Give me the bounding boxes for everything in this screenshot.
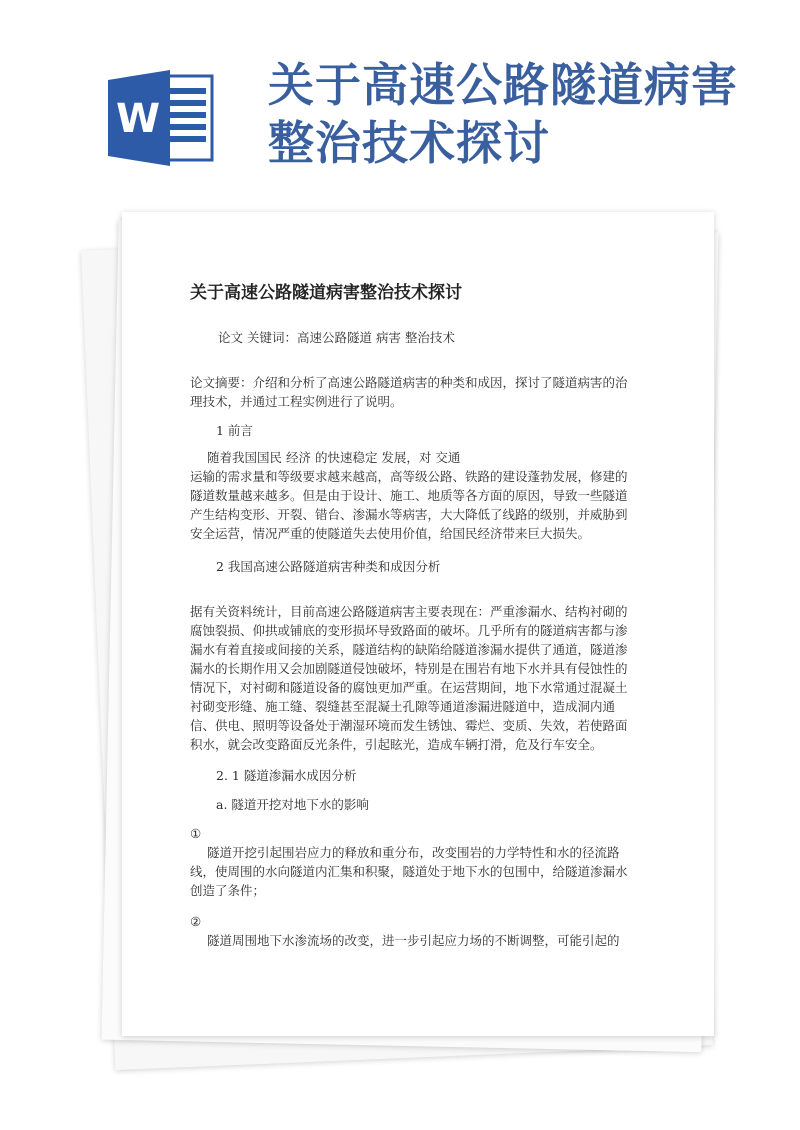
document-body <box>190 280 636 950</box>
paragraph-item-1: 隧道开挖引起围岩应力的释放和重分布，改变围岩的力学特性和水的径流路线，使周围的水向隧道内汇集和积聚，隧道处于地下水的包围中，给隧道渗漏水创造了条件； <box>190 845 628 898</box>
section-heading-2: 2 我国高速公路隧道病害种类和成因分析 <box>216 559 441 574</box>
list-marker-2: ② <box>190 914 202 929</box>
subsection-a: a. 隧道开挖对地下水的影响 <box>216 797 369 812</box>
paragraph-statistics: 据有关资料统计，目前高速公路隧道病害主要表现在：严重渗漏水、结构衬砌的腐蚀裂损、仰拱或铺底的变形损坏导致路面的破坏。几乎所有的隧道病害都与渗漏水有着直接或间接的关系，隧道结构的缺陷给隧道渗漏水提供了通道，隧道渗漏水的长期作用又会加剧隧道侵蚀破坏，特别是在围岩有地下水并具有侵蚀性的情况下，对衬砌和隧道设备的腐蚀更加严重。在运营期间，地下水常通过混凝土衬砌变形缝、施工缝、裂缝甚至混凝土孔隙等通道渗漏进隧道中，造成洞内通信、供电、照明等设备处于潮湿环境而发生锈蚀、霉烂、变质、失效，若使路面积水，就会改变路面反光条件，引起眩光，造成车辆打滑，危及行车安全。 <box>190 604 628 752</box>
document-title: 关于高速公路隧道病害整治技术探讨 <box>190 283 462 303</box>
word-icon-letter: W <box>115 96 161 142</box>
banner-title-line2: 整治技术探讨 <box>268 116 550 170</box>
section-heading-2-1: 2. 1 隧道渗漏水成因分析 <box>216 768 357 783</box>
banner-title-line1: 关于高速公路隧道病害 <box>268 58 738 112</box>
abstract: 论文摘要：介绍和分析了高速公路隧道病害的种类和成因，探讨了隧道病害的治理技术，并通过工程实例进行了说明。 <box>190 375 628 409</box>
banner-title <box>268 56 788 172</box>
paragraph-item-2: 隧道周围地下水渗流场的改变，进一步引起应力场的不断调整，可能引起的 <box>207 933 620 948</box>
paragraph-intro-first-line: 随着我国国民 经济 的快速稳定 发展，对 交通 <box>207 450 461 465</box>
word-document-icon <box>108 70 214 166</box>
section-heading-1: 1 前言 <box>216 423 253 438</box>
list-marker-1: ① <box>190 826 202 841</box>
paragraph-intro: 运输的需求量和等级要求越来越高，高等级公路、铁路的建设蓬勃发展，修建的隧道数量越来越多。但是由于设计、施工、地质等各方面的原因，导致一些隧道产生结构变形、开裂、错台、渗漏水等病害，大大降低了线路的级别，并威胁到安全运营，情况严重的使隧道失去使用价值，给国民经济带来巨大损失。 <box>190 469 628 541</box>
keywords: 论文 关键词：高速公路隧道 病害 整治技术 <box>218 330 455 345</box>
